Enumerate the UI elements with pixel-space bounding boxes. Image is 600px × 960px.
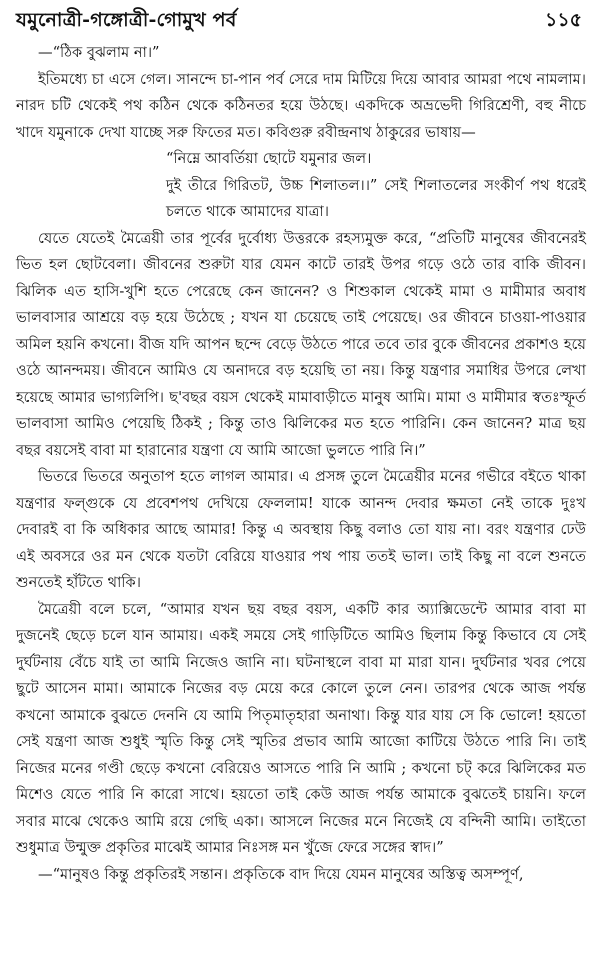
verse-quote	[16, 146, 586, 173]
paragraph-2: ইতিমধ্যে চা এসে গেল। সানন্দে চা-পান পর্ব সেরে দাম মিটিয়ে দিয়ে আবার আমরা পথে নামলাম। নারদ চটি থেকেই পথ কঠিন থেকে কঠিনতর হয়ে উঠছে। একদিকে অভ্রভেদী গিরিশ্রেণী, বহু নীচে খাদে যমুনাকে দেখা যাচ্ছে সরু ফিতের মত। কবিগুরু রবীন্দ্রনাথ ঠাকুরের ভাষায়—	[16, 70, 586, 141]
body-text	[16, 40, 586, 888]
verse-continuation: সেই শিলাতলের সংকীর্ণ পথ ধরেই চলতে থাকে আমাদের যাত্রা।	[166, 176, 587, 220]
paragraph-5: মৈত্রেয়ী বলে চলে, “আমার যখন ছয় বছর বয়স, একটি কার অ্যাক্সিডেন্টে আমার বাবা মা দুজনেই ছেড়ে চলে যান আমায়। একই সময়ে সেই গাড়িটিতে আমিও ছিলাম কিন্তু কিভাবে যে সেই দুর্ঘটনায় বেঁচে যাই তা আমি নিজেও জানি না। ঘটনাস্থলে বাবা মা মারা যান। দুর্ঘটনার খবর পেয়ে ছুটে আসেন মামা। আমাকে নিজের বড় মেয়ে করে কোলে তুলে নেন। তারপর থেকে আজ পর্যন্ত কখনো আমাকে বুঝতে দেননি যে আমি পিতৃমাতৃহারা অনাথা। কিন্তু যার যায় সে কি ভোলে! হয়তো সেই যন্ত্রণা আজ শুধুই স্মৃতি কিন্তু সেই স্মৃতির প্রভাব আমি আজো কাটিয়ে উঠতে পারি নি। তাই নিজের মনের গণ্ডী ছেড়ে কখনো বেরিয়েও আসতে পারি নি আমি ; কখনো চট্ করে ঝিলিকের মত মিশেও যেতে পারি নি কারো সাথে। হয়তো তাই কেউ আজ পর্যন্ত আমাকে বুঝতেই চায়নি। ফলে সবার মাঝে থেকেও আমি রয়ে গেছি একা। আসলে নিজের মনে নিজেই যে বন্দিনী আমি। তাইতো শুধুমাত্র উন্মুক্ত প্রকৃতির মাঝেই আমার নিঃসঙ্গ মন খুঁজে ফেরে সঙ্গের স্বাদ।”	[16, 600, 586, 856]
running-head: যমুনোত্রী-গঙ্গোত্রী-গোমুখ পর্ব	[16, 9, 237, 31]
paragraph-dialogue-6: —“মানুষও কিন্তু প্রকৃতিরই সন্তান। প্রকৃতিকে বাদ দিয়ে যেমন মানুষের অস্তিত্ব অসম্পূর্ণ,	[38, 865, 524, 883]
paragraph-3: যেতে যেতেই মৈত্রেয়ী তার পূর্বের দুর্বোধ্য উত্তরকে রহস্যমুক্ত করে, “প্রতিটি মানুষের জীবনেরই ভিত হল ছোটবেলা। জীবনের শুরুটা যার যেমন কাটে তারই উপর গড়ে ওঠে তার বাকি জীবন। ঝিলিক এত হাসি-খুশি হতে পেরেছে কেন জানেন? ও শিশুকাল থেকেই মামা ও মামীমার অবাধ ভালবাসার আশ্রয়ে বড় হয়ে উঠেছে ; যখন যা চেয়েছে তাই পেয়েছে। ওর জীবনে চাওয়া-পাওয়ার অমিল হয়নি কখনো। বীজ যদি আপন ছন্দে বেড়ে উঠতে পারে তবে তার বুকে জীবনের প্রকাশও হয়ে ওঠে আনন্দময়। জীবনে আমিও যে অনাদরে বড় হয়েছি তা নয়। কিন্তু যন্ত্রণার সমাধির উপরে লেখা হয়েছে আমার ভাগ্যলিপি। ছ'বছর বয়স থেকেই মামাবাড়ীতে মানুষ আমি। মামা ও মামীমার স্বতঃস্ফূর্ত ভালবাসা আমিও পেয়েছি ঠিকই ; কিন্তু তাও ঝিলিকের মত হতে পারিনি। কেন জানেন? মাত্র ছয় বছর বয়সেই বাবা মা হারানোর যন্ত্রণা যে আমি আজো ভুলতে পারি নি।”	[16, 229, 586, 459]
verse-line-1: “নিম্নে আবর্তিয়া ছোটে যমুনার জল।	[166, 150, 372, 167]
page-number: ১১৫	[545, 9, 582, 31]
page-header	[16, 6, 586, 40]
paragraph-4: ভিতরে ভিতরে অনুতাপ হতে লাগল আমার। এ প্রসঙ্গ তুলে মৈত্রেয়ীর মনের গভীরে বইতে থাকা যন্ত্রণার ফল্গুকে যে প্রবেশপথ দেখিয়ে ফেললাম! যাকে আনন্দ দেবার ক্ষমতা নেই তাকে দুঃখ দেবারই বা কি অধিকার আছে আমার! কিন্তু এ অবস্থায় কিছু বলাও তো যায় না। বরং যন্ত্রণার ঢেউ এই অবসরে ওর মন থেকে যতটা বেরিয়ে যাওয়ার পথ পায় ততই ভাল। তাই কিছু না বলে শুনতে শুনতেই হাঁটতে থাকি।	[16, 468, 586, 591]
paragraph-dialogue-1: —“ঠিক বুঝলাম না।”	[38, 44, 160, 61]
verse-line-2: দুই তীরে গিরিতট, উচ্চ শিলাতল।।”	[166, 176, 378, 194]
verse-line-2-with-continuation	[16, 173, 586, 226]
